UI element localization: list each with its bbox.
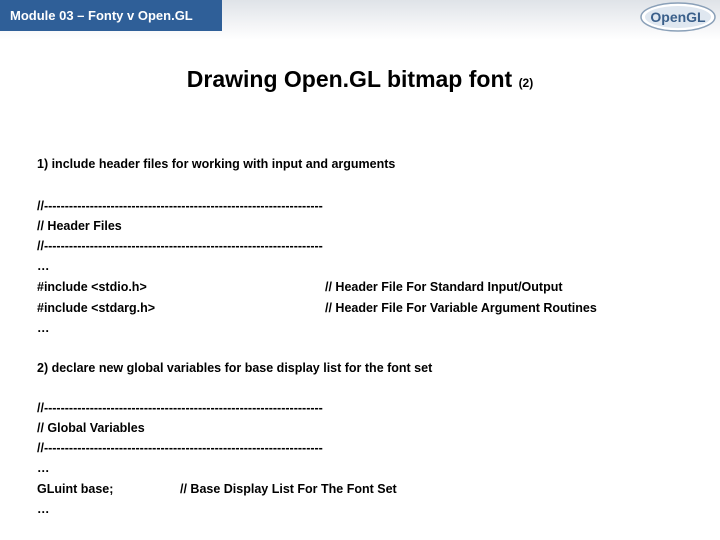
title-suffix: (2) — [518, 76, 534, 90]
logo-text: OpenGL — [650, 9, 706, 25]
separator-line: //------------------------------------------------------------------- — [37, 199, 323, 213]
include-stdio-comment: // Header File For Standard Input/Output — [325, 280, 563, 294]
gluint-declaration: GLuint base; — [37, 482, 114, 496]
ellipsis: … — [37, 259, 50, 273]
step1-text: 1) include header files for working with input and arguments — [37, 157, 396, 171]
ellipsis: … — [37, 461, 50, 475]
header-files-comment: // Header Files — [37, 219, 122, 233]
gluint-comment: // Base Display List For The Font Set — [180, 482, 397, 496]
separator-line: //------------------------------------------------------------------- — [37, 441, 323, 455]
title-main: Drawing Open.GL bitmap font — [186, 66, 513, 92]
separator-line: //------------------------------------------------------------------- — [37, 401, 323, 415]
module-label: Module 03 – Fonty v Open.GL — [0, 0, 222, 31]
opengl-logo — [640, 2, 716, 32]
step2-text: 2) declare new global variables for base display list for the font set — [37, 361, 433, 375]
global-vars-comment: // Global Variables — [37, 421, 145, 435]
include-stdarg: #include <stdarg.h> — [37, 301, 156, 315]
ellipsis: … — [37, 502, 50, 516]
include-stdio: #include <stdio.h> — [37, 280, 147, 294]
ellipsis: … — [37, 321, 50, 335]
include-stdarg-comment: // Header File For Variable Argument Routines — [325, 301, 597, 315]
separator-line: //------------------------------------------------------------------- — [37, 239, 323, 253]
page-title — [0, 66, 720, 93]
